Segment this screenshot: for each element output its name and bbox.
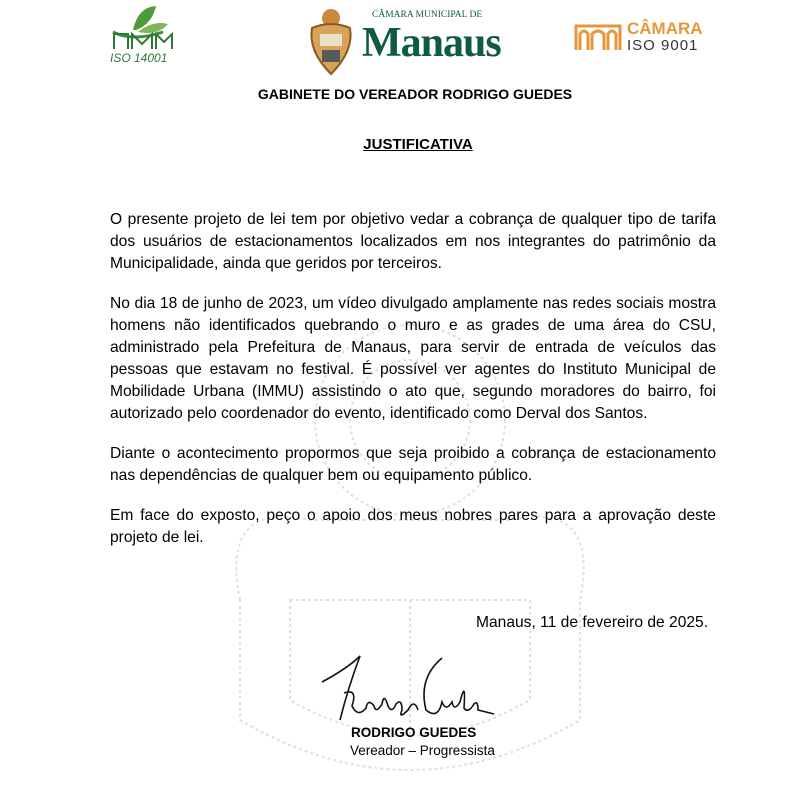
office-heading: GABINETE DO VEREADOR RODRIGO GUEDES <box>257 86 573 102</box>
paragraph-4: Em face do exposto, peço o apoio dos meus nobres pares para a aprovação deste projeto de lei. <box>110 507 716 546</box>
paragraph-2: No dia 18 de junho de 2023, um vídeo divulgado amplamente nas redes sociais mostra homens não identificados quebrando o muro e as grades de uma área do CSU, administrado pela Prefeitura de Manaus, para servir de entrada de veículos das pessoas que estavam no festival. É possível ver agentes do Instituto Municipal de Mobilidade Urbana (IMMU) assistindo o ato que, segundo moradores do bairro, foi autorizado pelo coordenador do evento, identificado como Derval dos Santos. <box>110 295 716 422</box>
iso-9001-logo <box>574 19 703 54</box>
paragraph-1: O presente projeto de lei tem por objetivo vedar a cobrança de qualquer tipo de tarifa dos usuários de estacionamentos localizados em nos integrantes do patrimônio da Municipalidade, ainda que geridos por terceiros. <box>110 211 716 272</box>
signer-name: RODRIGO GUEDES <box>351 725 477 740</box>
document-body <box>110 209 716 567</box>
signer-role: Vereador – Progressista <box>350 743 495 758</box>
camara-manaus-logo <box>306 6 501 76</box>
logo-subtitle: CÂMARA MUNICIPAL DE <box>372 10 483 20</box>
logo-title: Manaus <box>362 20 501 66</box>
date-line: Manaus, 11 de fevereiro de 2025. <box>476 614 709 631</box>
document-title: JUSTIFICATIVA <box>363 136 473 153</box>
iso-14001-logo <box>108 2 178 68</box>
iso-9001-text: ISO 9001 <box>627 37 699 54</box>
handwritten-signature <box>318 648 498 724</box>
camara-text: CÂMARA <box>627 19 703 38</box>
paragraph-3: Diante o acontecimento propormos que seja proibido a cobrança de estacionamento nas dependências de qualquer bem ou equipamento público. <box>110 445 716 484</box>
iso-14001-text: ISO 14001 <box>110 51 168 65</box>
